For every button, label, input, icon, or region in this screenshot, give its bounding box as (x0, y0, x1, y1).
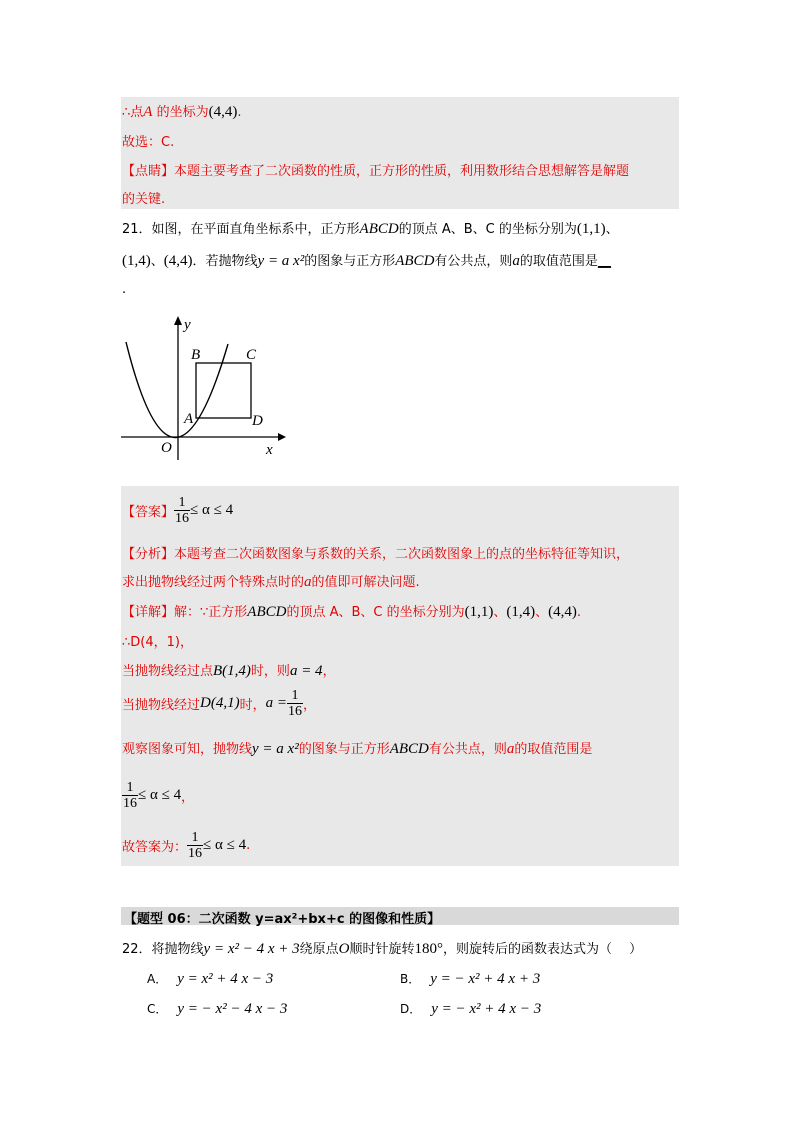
label-o: O (161, 440, 172, 456)
parabola-curve (126, 342, 228, 438)
text: 观察图象可知，抛物线 (122, 742, 253, 757)
text: ， (302, 698, 316, 713)
denominator: 16 (188, 846, 203, 861)
denominator: 16 (123, 796, 137, 811)
text: 的图象与正方形 (304, 254, 396, 269)
x-axis-arrow (278, 433, 286, 441)
fraction (187, 830, 203, 861)
option-b[interactable] (400, 970, 540, 988)
text: 、 (150, 254, 164, 269)
text: 本题考查二次函数图象与系数的关系，二次函数图象上的点的坐标特征等知识， (174, 547, 630, 562)
square-name: ABCD (247, 604, 287, 620)
equation: y = x² − 4 x + 3 (203, 941, 300, 957)
analysis-tag: 【分析】 (122, 547, 175, 562)
fraction (287, 688, 303, 719)
numerator: 1 (122, 780, 138, 796)
coord: (1,4) (122, 253, 151, 269)
label-y: y (184, 317, 191, 333)
var-a: a (512, 253, 520, 269)
inequality: ≤ α ≤ 4 (138, 787, 182, 803)
solution-line-coordinate (122, 101, 241, 121)
origin: O (338, 941, 350, 957)
point-b: B(1,4) (213, 663, 251, 679)
q21-dot: . (122, 282, 127, 297)
label-c: C (246, 347, 257, 363)
text: 时， (239, 698, 266, 713)
text: 22．将抛物线 (122, 942, 204, 957)
comment-tag: 【点睛】 (122, 164, 175, 179)
square-name: ABCD (395, 253, 435, 269)
analysis-line-2 (122, 571, 420, 591)
var-a: a (506, 741, 515, 757)
equation: a = 4 (289, 663, 323, 679)
option-expr: y = x² + 4 x − 3 (177, 971, 274, 987)
text: 故答案为： (122, 840, 188, 855)
text: 有公共点，则 (428, 742, 507, 757)
option-c[interactable] (147, 1000, 287, 1018)
text: ， (322, 664, 336, 679)
equation: a = (265, 695, 287, 711)
option-a[interactable] (147, 970, 273, 988)
option-label: A． (147, 972, 168, 986)
section-heading: 【题型 06：二次函数 y=ax²+bx+c 的图像和性质】 (124, 912, 441, 927)
option-label: D． (400, 1002, 422, 1016)
solution-choice: 故选：C. (122, 135, 175, 150)
answer-tag: 【答案】 (122, 505, 175, 520)
text: ， (181, 790, 195, 805)
text: 的顶点 A、B、C 的坐标分别为 (286, 605, 465, 620)
label-x: x (266, 442, 273, 458)
option-expr: y = − x² + 4 x + 3 (430, 971, 541, 987)
fraction (174, 495, 190, 526)
coord: (4,4) (208, 104, 238, 120)
point-d: D(4,1) (200, 695, 240, 711)
numerator: 1 (187, 830, 203, 846)
answer-blank: __ (597, 254, 611, 269)
text: 解：∵正方形 (174, 605, 248, 620)
option-expr: y = − x² − 4 x − 3 (177, 1001, 288, 1017)
option-d[interactable] (400, 1000, 541, 1018)
denominator: 16 (175, 511, 190, 526)
text: ．若抛物线 (192, 254, 258, 269)
final-answer-line (122, 830, 250, 861)
detail-line-2: ∴D(4，1)， (122, 635, 193, 650)
var-a: a (304, 574, 312, 590)
text: . (246, 838, 251, 853)
text: 、 (493, 605, 507, 620)
comment-line-2: 的关键. (122, 192, 166, 207)
text: 、 (605, 222, 619, 237)
text: . (237, 105, 242, 120)
coord: (4,4) (163, 253, 193, 269)
option-expr: y = − x² + 4 x − 3 (431, 1001, 542, 1017)
answer-line (122, 495, 233, 526)
text: ∴点 (122, 105, 144, 120)
text: 时，则 (250, 664, 290, 679)
denominator: 16 (287, 704, 302, 719)
q21-line-2 (122, 250, 611, 270)
detail-line-5 (122, 738, 592, 758)
coord: (1,4) (506, 604, 536, 620)
range-line (122, 780, 194, 811)
detail-tag: 【详解】 (122, 605, 175, 620)
detail-line-1 (122, 601, 581, 621)
coordinate-figure (118, 312, 298, 462)
fraction (122, 780, 138, 811)
detail-line-3 (122, 660, 336, 680)
degree: 180° (414, 941, 444, 957)
text: 求出抛物线经过两个特殊点时的 (122, 575, 305, 590)
square-name: ABCD (359, 221, 399, 237)
label-a: A (184, 411, 194, 427)
text: 的图象与正方形 (298, 742, 390, 757)
coord: (1,1) (464, 604, 494, 620)
numerator: 1 (287, 688, 303, 704)
var-a: A (143, 104, 153, 120)
label-b: B (191, 347, 201, 363)
y-axis-arrow (174, 316, 182, 325)
coord: (1,1) (576, 221, 606, 237)
text: 有公共点，则 (434, 254, 513, 269)
text: . (576, 605, 582, 620)
text: 的取值范围是 (519, 254, 598, 269)
text: 、 (535, 605, 549, 620)
text: 的顶点 A、B、C 的坐标分别为 (398, 222, 577, 237)
text: 的值即可解决问题. (311, 575, 420, 590)
text: 绕原点 (299, 942, 339, 957)
coord: (4,4) (548, 604, 577, 620)
option-label: C． (147, 1002, 168, 1016)
q22-stem (122, 938, 642, 958)
square-name: ABCD (389, 741, 429, 757)
comment-line-1 (122, 160, 629, 179)
text: ，则旋转后的函数表达式为（ ） (443, 942, 643, 957)
text: 的取值范围是 (514, 742, 593, 757)
parabola: y = a x² (252, 741, 299, 757)
comment-text: 本题主要考查了二次函数的性质，正方形的性质，利用数形结合思想解答是解题 (174, 164, 630, 179)
text: 当抛物线经过 (122, 698, 201, 713)
numerator: 1 (174, 495, 190, 511)
analysis-line-1 (122, 543, 629, 562)
label-d: D (252, 413, 263, 429)
inequality: ≤ α ≤ 4 (203, 837, 247, 853)
option-label: B． (400, 972, 421, 986)
text: 21．如图，在平面直角坐标系中，正方形 (122, 222, 360, 237)
parabola: y = a x² (257, 253, 305, 269)
detail-line-4 (122, 688, 316, 719)
inequality: ≤ α ≤ 4 (190, 502, 234, 518)
text: 的坐标为 (152, 105, 209, 120)
text: 当抛物线经过点 (122, 664, 214, 679)
text: 顺时针旋转 (349, 942, 415, 957)
q21-line-1 (122, 218, 619, 238)
